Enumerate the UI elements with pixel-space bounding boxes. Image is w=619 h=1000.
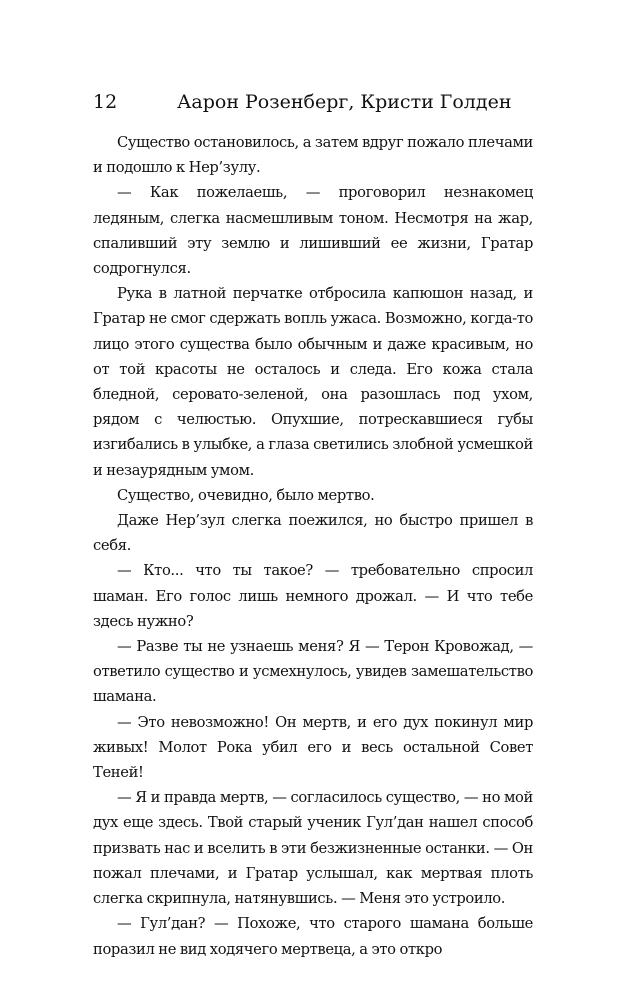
paragraph: — Я и правда мертв, — согласилось существо, — но мой дух еще здесь. Твой старый ученик Гул’дан нашел способ призвать нас и вселить в эти безжизненные останки. — Он пожал плечами, и Гратар услышал, как мертвая плоть слегка скрипнула, натянувшись. — Меня это устроило. [93, 789, 533, 908]
paragraph: Даже Нер’зул слегка поежился, но быстро пришел в себя. [93, 512, 533, 555]
paragraph: — Кто... что ты такое? — требовательно спросил шаман. Его голос лишь немного дрожал. — И что тебе здесь нужно? [93, 562, 533, 630]
running-head: Аарон Розенберг, Кристи Голден [177, 91, 512, 113]
page-header [93, 92, 533, 128]
book-page [93, 92, 533, 962]
body-text [93, 130, 533, 962]
paragraph: Рука в латной перчатке отбросила капюшон назад, и Гратар не смог сдержать вопль ужаса. Возможно, когда-то лицо этого существа было обычным и даже красивым, но от той красоты не осталось и следа. Его кожа стала бледной, серовато-зеленой, она разошлась под ухом, рядом с челюстью. Опухшие, потрескавшиеся губы изгибались в улыбке, а глаза светились злобной усмешкой и незаурядным умом. [93, 285, 533, 479]
paragraph: Существо остановилось, а затем вдруг пожало плечами и подошло к Нер’зулу. [93, 134, 533, 177]
paragraph: — Разве ты не узнаешь меня? Я — Терон Кровожад, — ответило существо и усмехнулось, увидев замешательство шамана. [93, 638, 533, 706]
paragraph: Существо, очевидно, было мертво. [117, 486, 375, 504]
page-number: 12 [93, 91, 118, 113]
paragraph: — Это невозможно! Он мертв, и его дух покинул мир живых! Молот Рока убил его и весь остальной Совет Теней! [93, 713, 533, 782]
paragraph: — Как пожелаешь, — проговорил незнакомец ледяным, слегка насмешливым тоном. Несмотря на жар, спаливший эту землю и лишивший ее жизни, Гратар содрогнулся. [93, 184, 533, 278]
paragraph: — Гул’дан? — Похоже, что старого шамана больше поразил не вид ходячего мертвеца, а это откро [93, 915, 533, 958]
